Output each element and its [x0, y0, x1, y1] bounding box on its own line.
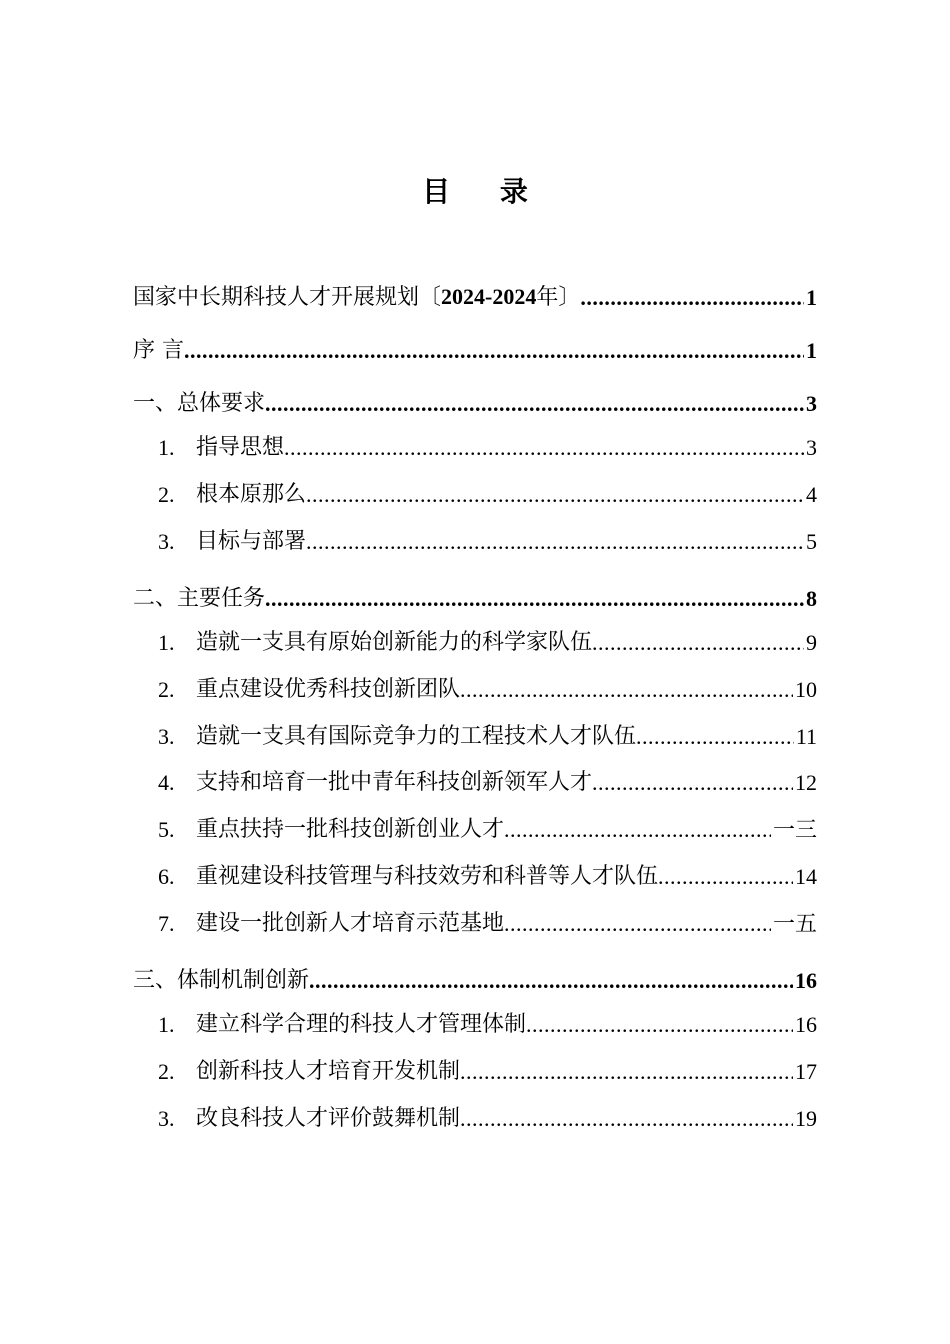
toc-page-number: 17 [795, 1059, 817, 1084]
toc-page-number: 10 [795, 677, 817, 702]
toc-entry[interactable] [158, 861, 817, 893]
toc-page-number: 一五 [772, 911, 817, 936]
toc-entry-number: 7. [158, 911, 175, 936]
toc-entry-number: 5. [158, 817, 175, 842]
toc-entry-label [133, 335, 184, 367]
toc-dot-leader [504, 814, 771, 846]
toc-dot-leader [284, 432, 804, 464]
toc-entry[interactable] [158, 908, 817, 940]
toc-dot-leader [184, 335, 804, 367]
toc-entry-label-text: 序 言 [133, 338, 184, 363]
toc-entry[interactable] [158, 1103, 817, 1135]
toc-entry-label [196, 814, 504, 846]
toc-entry-number: 2. [158, 677, 175, 702]
toc-entry-label [196, 721, 636, 753]
toc-entry[interactable] [158, 1056, 817, 1088]
toc-dot-leader [309, 965, 793, 997]
toc-entry-label-text: 建立科学合理的科技人才管理体制 [196, 1012, 527, 1037]
toc-entry-label [196, 674, 460, 706]
toc-entry-label [196, 1103, 460, 1135]
toc-page-number: 3 [806, 435, 817, 460]
toc-entry-number: 3. [158, 1106, 175, 1131]
toc-entry-label-text: 创新科技人才培育开发机制 [196, 1059, 461, 1084]
toc-entry-label [196, 432, 284, 464]
toc-entry-label-text: 改良科技人才评价鼓舞机制 [196, 1106, 461, 1131]
toc-page-number: 4 [806, 482, 817, 507]
toc-dot-leader [658, 861, 793, 893]
toc-dot-leader [460, 674, 793, 706]
toc-entry[interactable] [158, 627, 817, 659]
toc-entry[interactable] [133, 965, 817, 997]
toc-entry[interactable] [133, 388, 817, 420]
toc-entry[interactable] [133, 282, 817, 314]
toc-entry-number: 4. [158, 770, 175, 795]
toc-page-number: 12 [795, 770, 817, 795]
toc-page-number: 3 [806, 391, 817, 416]
toc-dot-leader [592, 767, 793, 799]
toc-entry-label-text: 支持和培育一批中青年科技创新领军人才 [196, 770, 593, 795]
toc-dot-leader [526, 1009, 793, 1041]
toc-dot-leader [306, 479, 804, 511]
toc-entry-label-text: 目标与部署 [196, 529, 307, 554]
toc-dot-leader [504, 908, 771, 940]
toc-entry[interactable] [158, 814, 817, 846]
toc-entry-label-text: 造就一支具有国际竞争力的工程技术人才队伍 [196, 724, 637, 749]
toc-entry[interactable] [133, 335, 817, 367]
toc-page-number: 14 [795, 864, 817, 889]
toc-entry-label-text: 重点建设优秀科技创新团队 [196, 677, 461, 702]
toc-entry-label-text: 指导思想 [196, 435, 285, 460]
toc-entry-label-text: 三、体制机制创新 [133, 968, 310, 993]
toc-entry-number: 2. [158, 482, 175, 507]
toc-page-number: 16 [795, 1012, 817, 1037]
toc-entry-label-text: 二、主要任务 [133, 586, 266, 611]
toc-entry-label [133, 388, 265, 420]
toc-title: 目 录 [422, 175, 548, 208]
toc-entry[interactable] [158, 674, 817, 706]
toc-entry-label [196, 526, 306, 558]
toc-dot-leader [460, 1103, 793, 1135]
toc-entry[interactable] [133, 583, 817, 615]
toc-entry-label-years: 2024-2024 [441, 284, 537, 309]
toc-entry[interactable] [158, 721, 817, 753]
toc-dot-leader [636, 721, 794, 753]
toc-entry[interactable] [158, 767, 817, 799]
toc-dot-leader [460, 1056, 793, 1088]
toc-entry-label [196, 479, 306, 511]
toc-entry-label [133, 583, 265, 615]
toc-entry-label-text: 一、总体要求 [133, 391, 266, 416]
toc-entry-label [133, 281, 580, 314]
toc-entry-label-text: 建设一批创新人才培育示范基地 [196, 911, 505, 936]
toc-page-number: 一三 [772, 817, 817, 842]
toc-entry-label [196, 627, 592, 659]
toc-entry-number: 6. [158, 864, 175, 889]
toc-dot-leader [580, 282, 804, 314]
toc-dot-leader [265, 583, 804, 615]
toc-entry-label [196, 861, 658, 893]
toc-entry[interactable] [158, 526, 817, 558]
toc-dot-leader [265, 388, 804, 420]
toc-entry-label-text: 造就一支具有原始创新能力的科学家队伍 [196, 630, 593, 655]
toc-dot-leader [306, 526, 804, 558]
toc-page-number: 19 [795, 1106, 817, 1131]
toc-entry-label [133, 965, 309, 997]
toc-entry-label-text: 根本原那么 [196, 482, 307, 507]
toc-page-number: 11 [795, 724, 817, 749]
toc-entry-label [196, 1009, 526, 1041]
toc-entry-number: 1. [158, 1012, 175, 1037]
toc-page-number: 9 [806, 630, 817, 655]
toc-dot-leader [592, 627, 804, 659]
toc-entry[interactable] [158, 432, 817, 464]
toc-page-number: 5 [806, 529, 817, 554]
toc-entry-label [196, 1056, 460, 1088]
toc-page-number: 16 [795, 968, 817, 993]
toc-entry[interactable] [158, 479, 817, 511]
toc-page-number: 8 [806, 586, 817, 611]
toc-entry-label [196, 767, 592, 799]
toc-entry-number: 1. [158, 630, 175, 655]
toc-entry-label-tail: 年〕 [536, 285, 581, 310]
toc-entry-number: 1. [158, 435, 175, 460]
toc-entry-number: 2. [158, 1059, 175, 1084]
toc-page-number: 1 [806, 285, 817, 310]
toc-entry-number: 3. [158, 529, 175, 554]
toc-entry-label [196, 908, 504, 940]
toc-page-number: 1 [806, 338, 817, 363]
toc-entry-label-text: 国家中长期科技人才开展规划〔 [133, 285, 442, 310]
toc-entry-label-text: 重视建设科技管理与科技效劳和科普等人才队伍 [196, 864, 659, 889]
toc-entry-number: 3. [158, 724, 175, 749]
toc-entry[interactable] [158, 1009, 817, 1041]
toc-entry-label-text: 重点扶持一批科技创新创业人才 [196, 817, 505, 842]
